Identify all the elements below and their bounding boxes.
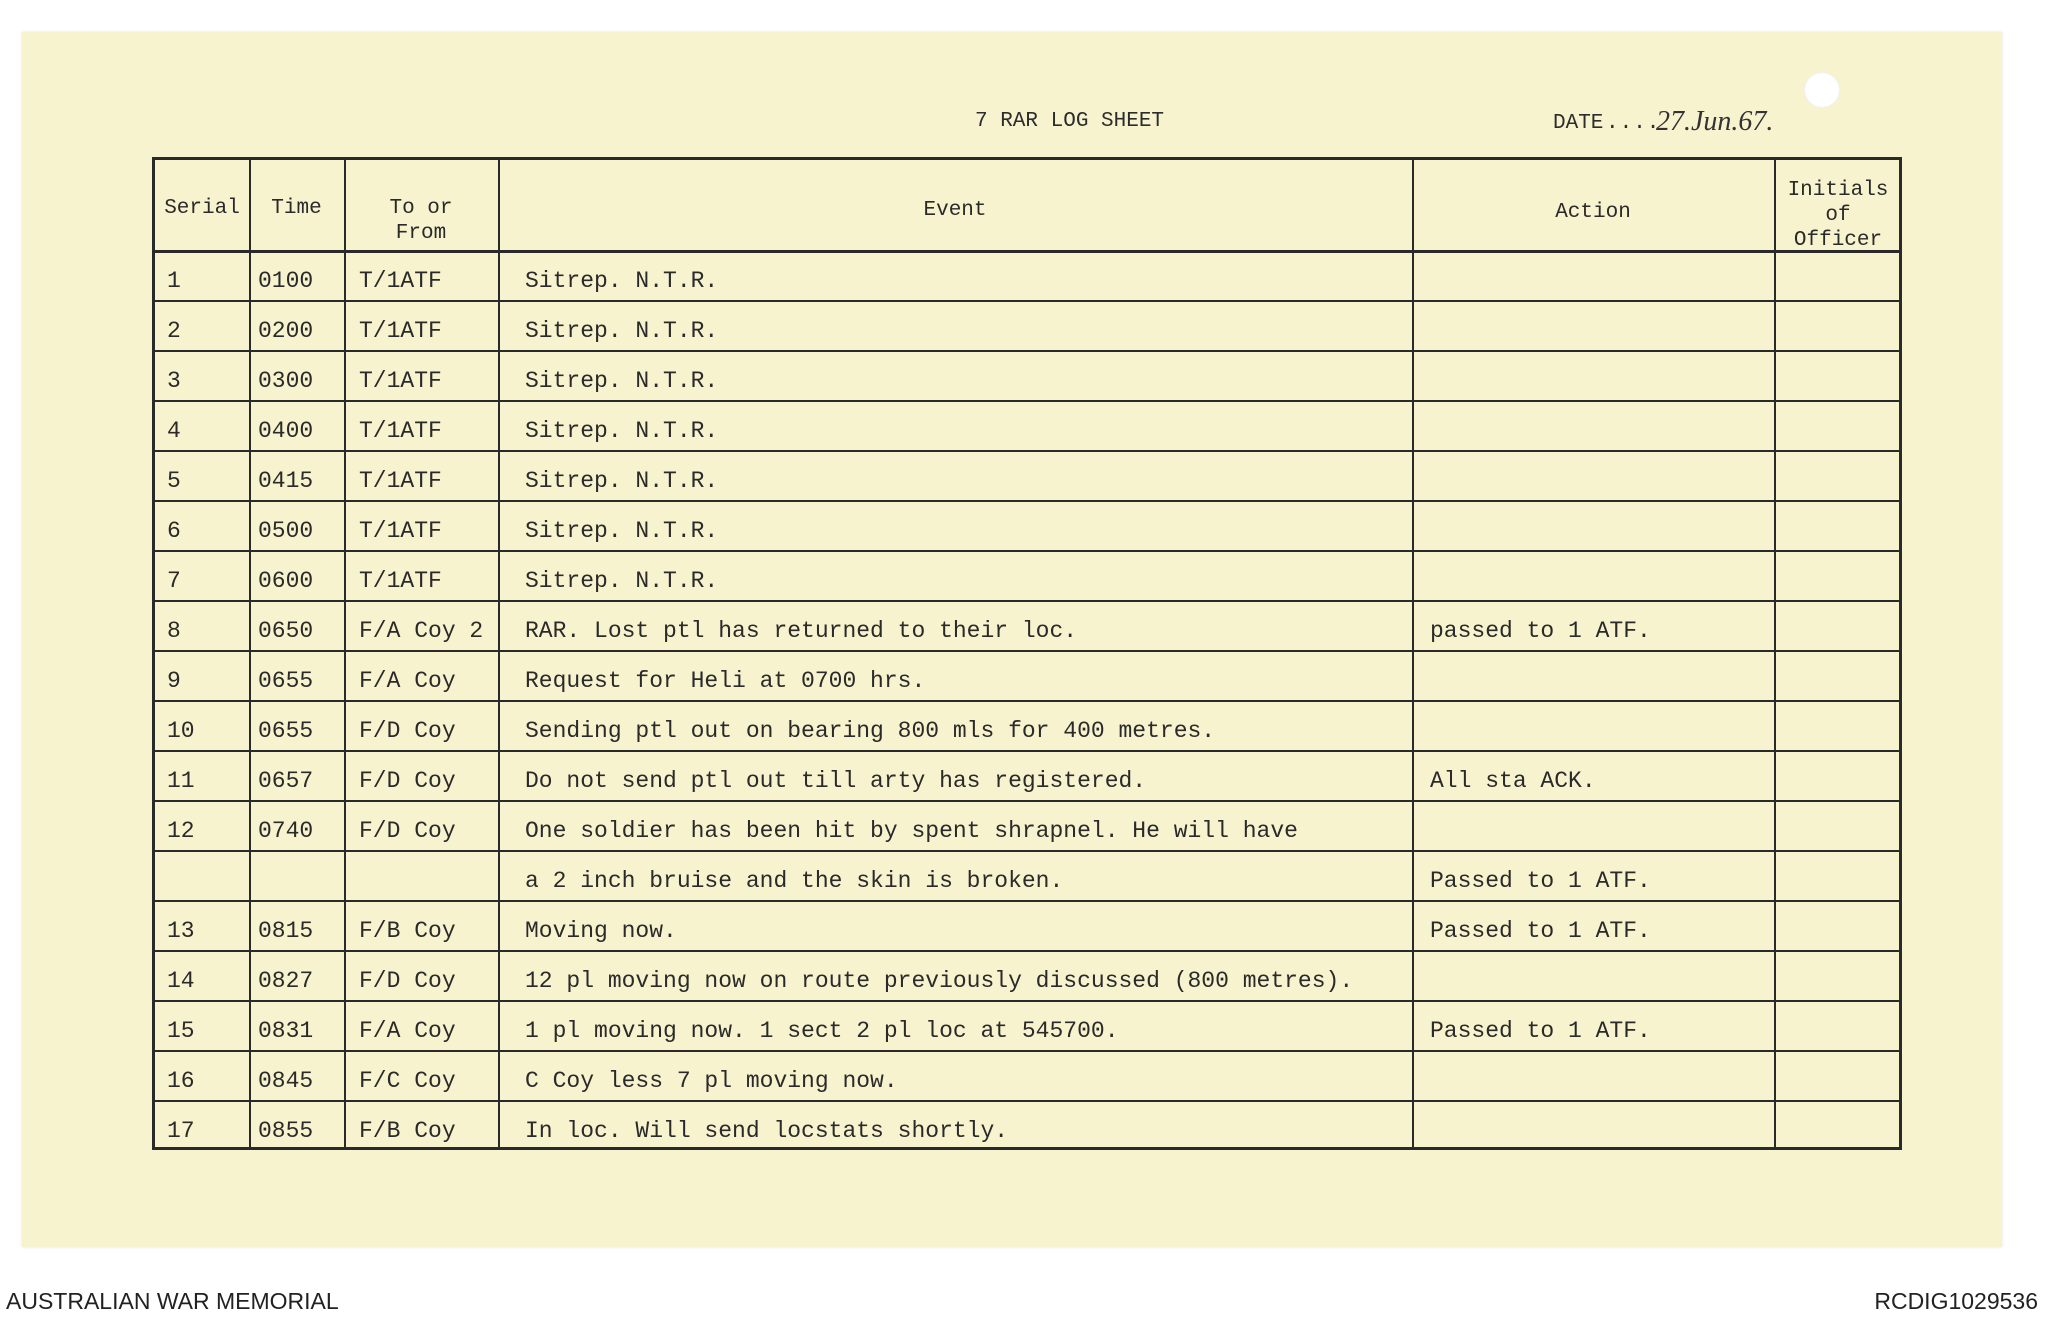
cell-time: 0400 [258,418,314,444]
cell-event: Sending ptl out on bearing 800 mls for 400 metres. [525,718,1216,744]
cell-serial: 6 [167,518,181,544]
cell-time: 0500 [258,518,314,544]
column-divider [249,160,251,1147]
cell-serial: 1 [167,268,181,294]
header-of: of [1825,204,1851,227]
row-rule [155,750,1899,752]
cell-serial: 12 [167,818,195,844]
archive-reference: RCDIG1029536 [1874,1288,2038,1314]
cell-tofrom: F/A Coy [359,1018,456,1044]
column-divider [344,160,346,1147]
date-dots: .... [1606,112,1661,135]
cell-serial: 16 [167,1068,195,1094]
cell-event: Sitrep. N.T.R. [525,518,719,544]
row-rule [155,700,1899,702]
cell-action: passed to 1 ATF. [1430,618,1651,644]
cell-tofrom: F/B Coy [359,1118,456,1144]
cell-serial: 8 [167,618,181,644]
cell-tofrom: T/1ATF [359,418,442,444]
header-time: Time [271,197,322,220]
cell-event: Sitrep. N.T.R. [525,468,719,494]
cell-tofrom: T/1ATF [359,318,442,344]
header-to-or: To or [389,197,453,220]
header-serial: Serial [164,197,240,220]
cell-serial: 17 [167,1118,195,1144]
cell-serial: 15 [167,1018,195,1044]
cell-event: One soldier has been hit by spent shrapnel. He will have [525,818,1298,844]
cell-tofrom: F/A Coy [359,668,456,694]
cell-event: 1 pl moving now. 1 sect 2 pl loc at 545700. [525,1018,1119,1044]
cell-event: RAR. Lost ptl has returned to their loc. [525,618,1078,644]
cell-tofrom: T/1ATF [359,568,442,594]
cell-time: 0740 [258,818,314,844]
cell-tofrom: F/B Coy [359,918,456,944]
row-rule [155,300,1899,302]
cell-time: 0855 [258,1118,314,1144]
cell-serial: 2 [167,318,181,344]
cell-tofrom: F/C Coy [359,1068,456,1094]
cell-event: Sitrep. N.T.R. [525,268,719,294]
cell-time: 0831 [258,1018,314,1044]
cell-time: 0827 [258,968,314,994]
cell-time: 0600 [258,568,314,594]
header-from: From [395,222,447,245]
cell-serial: 3 [167,368,181,394]
cell-event: Sitrep. N.T.R. [525,318,719,344]
date-value: 27.Jun.67. [1656,106,1774,137]
cell-time: 0655 [258,668,314,694]
header-event: Event [923,199,987,222]
cell-event: Moving now. [525,918,677,944]
cell-event: Sitrep. N.T.R. [525,568,719,594]
cell-tofrom: F/D Coy [359,768,456,794]
column-divider [1412,160,1414,1147]
row-rule [155,1050,1899,1052]
cell-time: 0845 [258,1068,314,1094]
row-rule [155,900,1899,902]
cell-serial: 10 [167,718,195,744]
row-rule [155,850,1899,852]
cell-event: Sitrep. N.T.R. [525,418,719,444]
cell-time: 0655 [258,718,314,744]
row-rule [155,600,1899,602]
row-rule [155,350,1899,352]
cell-serial: 13 [167,918,195,944]
row-rule [155,800,1899,802]
row-rule [155,450,1899,452]
header-action: Action [1555,201,1631,224]
row-rule [155,1100,1899,1102]
cell-serial: 14 [167,968,195,994]
cell-event: a 2 inch bruise and the skin is broken. [525,868,1064,894]
cell-time: 0657 [258,768,314,794]
cell-event: Request for Heli at 0700 hrs. [525,668,926,694]
sheet-title: 7 RAR LOG SHEET [975,110,1165,133]
row-rule [155,650,1899,652]
archive-credit: AUSTRALIAN WAR MEMORIAL [6,1288,339,1314]
header-officer: Officer [1793,229,1883,252]
cell-event: C Coy less 7 pl moving now. [525,1068,898,1094]
cell-tofrom: F/D Coy [359,818,456,844]
row-rule [155,400,1899,402]
row-rule [155,1000,1899,1002]
cell-action: Passed to 1 ATF. [1430,918,1651,944]
cell-time: 0100 [258,268,314,294]
cell-event: Sitrep. N.T.R. [525,368,719,394]
cell-serial: 4 [167,418,181,444]
cell-time: 0650 [258,618,314,644]
cell-tofrom: T/1ATF [359,368,442,394]
cell-action: All sta ACK. [1430,768,1596,794]
cell-tofrom: F/D Coy [359,968,456,994]
cell-tofrom: T/1ATF [359,468,442,494]
cell-serial: 5 [167,468,181,494]
cell-tofrom: T/1ATF [359,518,442,544]
date-label: DATE [1553,112,1604,135]
log-table [152,157,1902,1150]
cell-event: 12 pl moving now on route previously discussed (800 metres). [525,968,1354,994]
cell-event: In loc. Will send locstats shortly. [525,1118,1009,1144]
punch-hole [1804,72,1840,108]
cell-serial: 9 [167,668,181,694]
cell-tofrom: T/1ATF [359,268,442,294]
cell-time: 0200 [258,318,314,344]
cell-action: Passed to 1 ATF. [1430,1018,1651,1044]
cell-time: 0815 [258,918,314,944]
cell-event: Do not send ptl out till arty has registered. [525,768,1147,794]
column-divider [1774,160,1776,1147]
row-rule [155,500,1899,502]
row-rule [155,550,1899,552]
header-rule [155,250,1899,253]
cell-action: Passed to 1 ATF. [1430,868,1651,894]
cell-time: 0300 [258,368,314,394]
row-rule [155,950,1899,952]
cell-time: 0415 [258,468,314,494]
cell-serial: 11 [167,768,195,794]
cell-serial: 7 [167,568,181,594]
header-initials: Initials [1787,179,1889,202]
cell-tofrom: F/A Coy 2 [359,618,484,644]
cell-tofrom: F/D Coy [359,718,456,744]
column-divider [498,160,500,1147]
